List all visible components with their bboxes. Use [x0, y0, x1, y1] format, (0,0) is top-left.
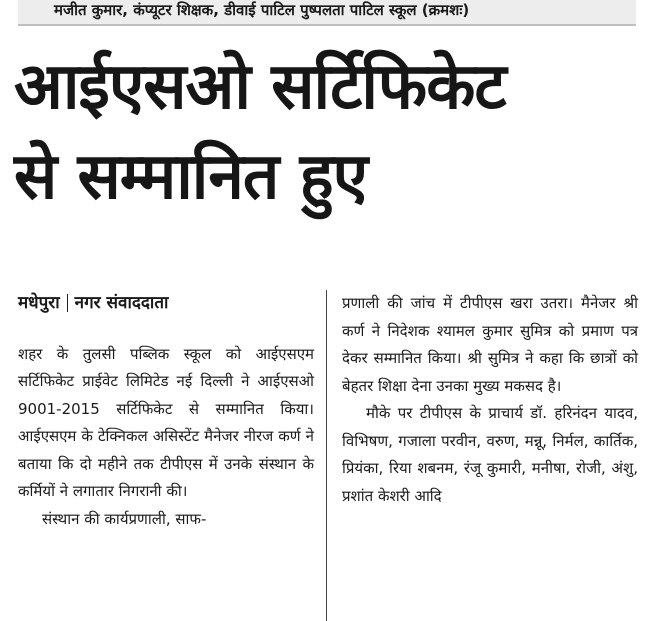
continued-article-text: मजीत कुमार, कंप्यूटर शिक्षक, डीवाई पाटिल पुष्पलता पाटिल स्कूल (क्रमशः): [54, 1, 470, 19]
left-paragraph-1: शहर के तुलसी पब्लिक स्कूल को आईएसएम सर्टिफिकेट प्राईवेट लिमिटेड नई दिल्ली ने आईएसओ 9001-2015 सर्टिफिकेट से सम्मानित किया। आईएसएम के टेक्निकल असिस्टेंट मैनेजर नीरज कर्ण ने बताया कि दो महीने तक टीपीएस में उनके संस्थान के कर्मियों ने लगातार निगरानी की।: [18, 344, 314, 500]
dateline: [18, 290, 314, 318]
continued-article-strip: [18, 0, 636, 26]
headline-line-1: आईएसओ सर्टिफिकेट: [14, 50, 506, 124]
headline-line-2: से सम्मानित हुए: [14, 140, 368, 214]
right-paragraph-2: मौके पर टीपीएस के प्राचार्य डॉ. हरिनंदन यादव, विभिषण, गजाला परवीन, वरुण, मन्नू, निर्मल, कार्तिक, प्रियंका, रिया शबनम, रंजू कुमारी, मनीषा, रोजी, अंशु, प्रशांत केशरी आदि: [342, 404, 638, 505]
dateline-place: मधेपुरा: [18, 293, 60, 313]
right-paragraph-1: प्रणाली की जांच में टीपीएस खरा उतरा। मैनेजर श्री कर्ण ने निदेशक श्यामल कुमार सुमित्र को प्रमाण पत्र देकर सम्मानित किया। श्री सुमित्र ने कहा कि छात्रों को बेहतर शिक्षा देना उनका मुख्य मकसद है।: [342, 294, 638, 395]
column-divider: [326, 290, 327, 621]
article-left-column: [18, 290, 314, 533]
dateline-separator: [67, 294, 68, 312]
left-paragraph-2: संस्थान की कार्यप्रणाली, साफ-: [42, 509, 207, 528]
dateline-reporter: नगर संवाददाता: [74, 293, 169, 313]
article-right-column: [342, 290, 638, 510]
headline: [14, 42, 644, 222]
